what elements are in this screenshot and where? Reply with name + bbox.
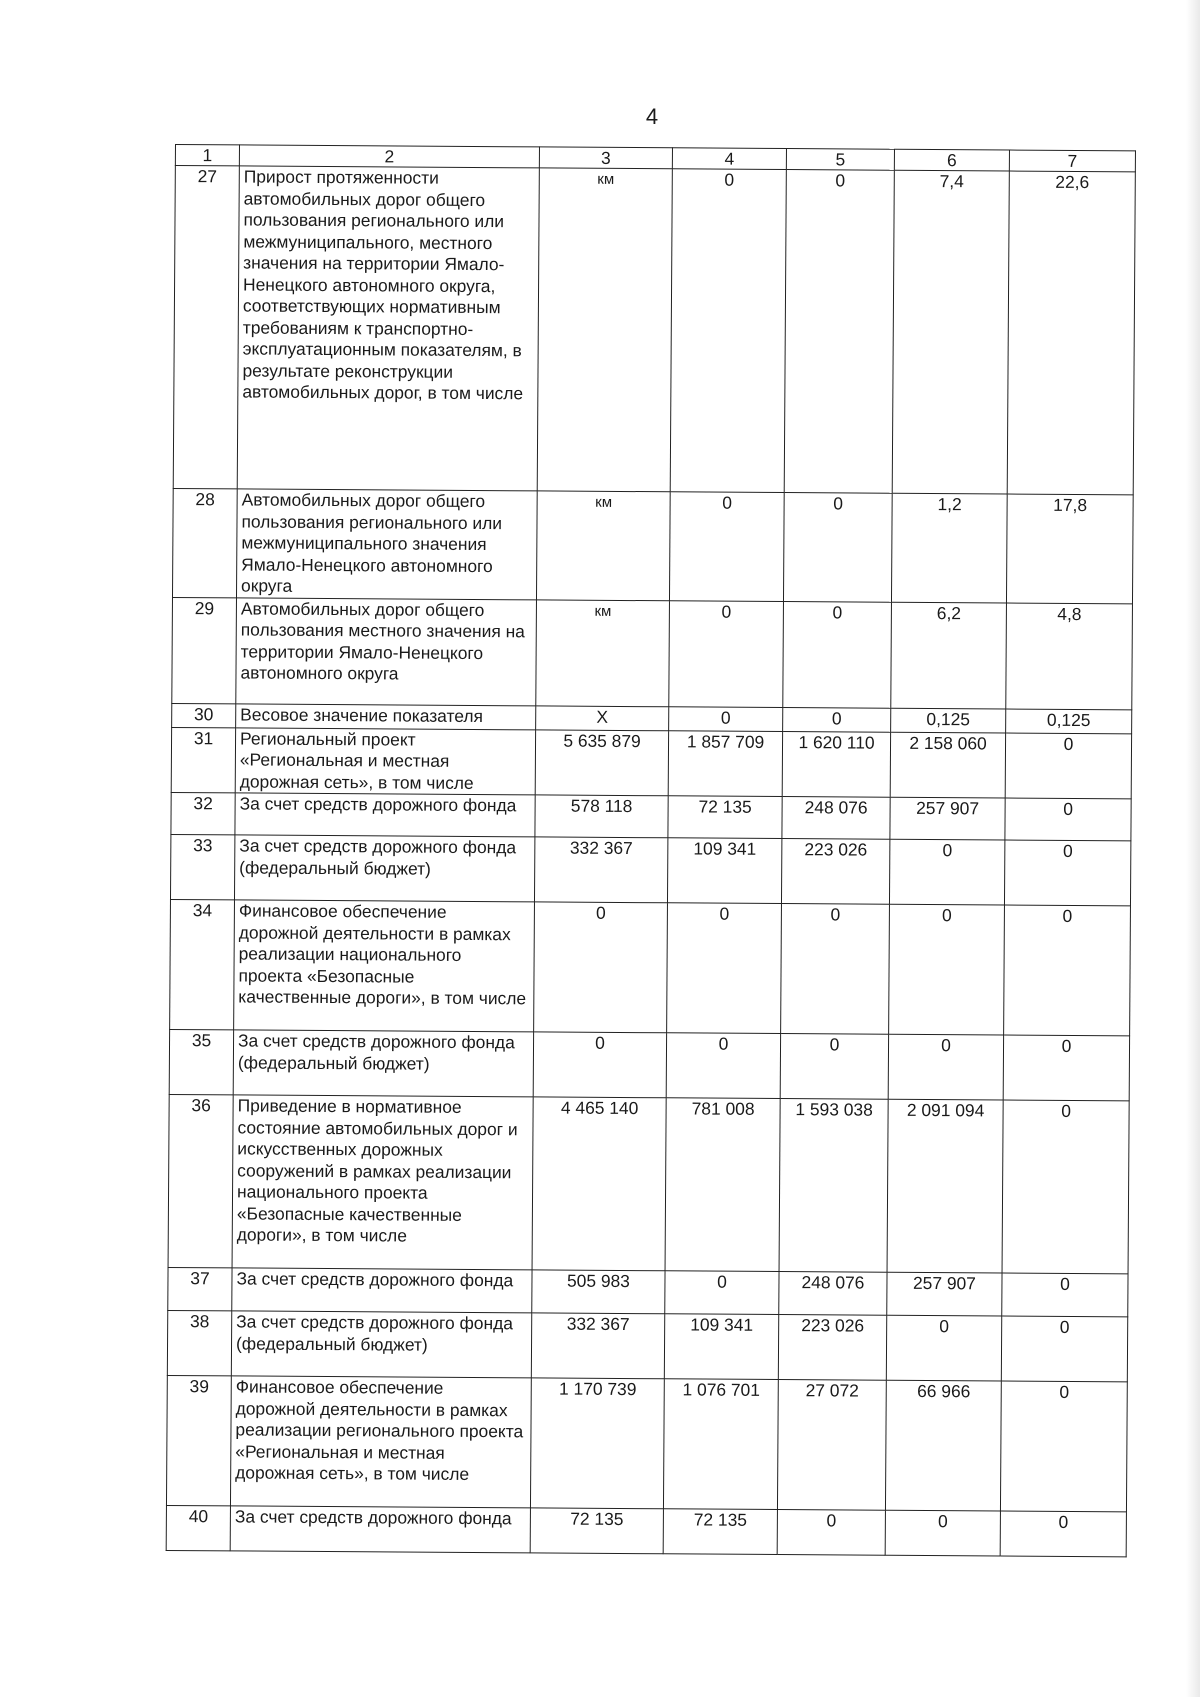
cell-col-6: 0 [889, 904, 1005, 1035]
row-number: 39 [166, 1375, 231, 1505]
cell-col-3: 332 367 [531, 1313, 664, 1379]
indicator-name: Автомобильных дорог общего пользования местного значения на территории Ямало-Ненецкого автономного округа [236, 597, 537, 705]
row-number: 30 [172, 703, 236, 727]
cell-col-4: 781 008 [665, 1098, 780, 1272]
cell-col-6: 0 [888, 1034, 1003, 1100]
cell-col-7: 0 [1005, 798, 1131, 841]
cell-col-5: 1 593 038 [779, 1099, 888, 1273]
row-number: 31 [171, 727, 235, 793]
cell-col-6: 6,2 [891, 602, 1007, 709]
indicator-name: За счет средств дорожного фонда (федеральный бюджет) [231, 1311, 531, 1378]
indicators-table [166, 144, 1136, 1557]
indicator-name: За счет средств дорожного фонда [235, 793, 535, 837]
cell-col-4: 109 341 [664, 1314, 778, 1380]
cell-col-5: 248 076 [779, 1272, 887, 1316]
table-row [168, 1094, 1129, 1273]
cell-col-5: 27 072 [777, 1380, 886, 1511]
indicator-name: За счет средств дорожного фонда (федеральный бюджет) [233, 1030, 533, 1097]
row-number: 37 [168, 1267, 232, 1310]
indicator-name: Весовое значение показателя [236, 703, 536, 729]
cell-col-3: 1 170 739 [530, 1378, 664, 1509]
cell-col-6: 0,125 [891, 708, 1006, 733]
row-number: 35 [169, 1029, 233, 1094]
table-row [166, 1505, 1126, 1556]
cell-col-7: 17,8 [1006, 494, 1133, 603]
table-row [170, 834, 1130, 905]
row-number: 40 [166, 1505, 230, 1550]
row-number: 29 [172, 597, 237, 703]
cell-col-6: 2 091 094 [887, 1099, 1003, 1273]
cell-col-6: 7,4 [892, 170, 1009, 494]
cell-col-6: 0 [886, 1315, 1001, 1381]
cell-col-4: 1 076 701 [663, 1379, 778, 1510]
cell-col-7: 0 [1003, 1035, 1129, 1101]
cell-col-5: 1 620 110 [782, 731, 890, 797]
row-number: 38 [167, 1310, 231, 1375]
column-header-2: 2 [239, 145, 539, 168]
table-row [171, 792, 1131, 840]
cell-col-3: км [537, 168, 672, 492]
table-row [171, 727, 1131, 799]
cell-col-3: Х [536, 705, 669, 730]
row-number: 32 [171, 792, 235, 834]
table-row [168, 1267, 1128, 1316]
row-number: 28 [172, 488, 237, 597]
table-row [170, 899, 1131, 1035]
cell-col-5: 248 076 [782, 797, 890, 840]
cell-col-7: 0 [1004, 840, 1130, 906]
cell-col-4: 72 135 [663, 1509, 777, 1555]
table-row [173, 166, 1135, 495]
column-header-7: 7 [1009, 150, 1135, 172]
cell-col-3: 332 367 [534, 837, 667, 903]
table-row [169, 1029, 1129, 1100]
cell-col-4: 1 857 709 [668, 730, 782, 796]
row-number: 34 [170, 899, 235, 1029]
cell-col-3: 505 983 [532, 1270, 665, 1314]
column-header-3: 3 [539, 147, 672, 169]
cell-col-7: 0 [1004, 905, 1131, 1036]
cell-col-7: 0 [1001, 1316, 1127, 1382]
row-number: 27 [173, 166, 239, 489]
cell-col-7: 0 [1000, 1511, 1126, 1557]
cell-col-3: 0 [534, 902, 668, 1033]
cell-col-5: 0 [783, 493, 892, 602]
cell-col-4: 0 [669, 600, 784, 707]
cell-col-4: 72 135 [668, 796, 782, 839]
cell-col-6: 1,2 [891, 493, 1007, 602]
table-row [166, 1375, 1127, 1511]
cell-col-6: 2 158 060 [890, 732, 1005, 798]
cell-col-6: 257 907 [887, 1272, 1002, 1316]
cell-col-3: км [536, 599, 670, 706]
row-number: 33 [170, 834, 234, 899]
cell-col-3: 72 135 [530, 1508, 663, 1554]
cell-col-7: 0 [1002, 1273, 1128, 1317]
indicator-name: За счет средств дорожного фонда (федеральный бюджет) [234, 835, 534, 902]
table-row [172, 597, 1133, 709]
cell-col-3: 0 [533, 1032, 666, 1098]
cell-col-5: 223 026 [778, 1315, 886, 1381]
table-container [166, 144, 1135, 1557]
indicator-name: Автомобильных дорог общего пользования регионального или межмуниципального значения Ямало-Ненецкого автономного округа [236, 489, 537, 599]
cell-col-7: 4,8 [1006, 603, 1133, 710]
cell-col-5: 223 026 [781, 839, 889, 905]
page-number: 4 [645, 104, 659, 129]
indicator-name: Приведение в нормативное состояние автомобильных дорог и искусственных дорожных сооружений в рамках реализации национального проекта «Безопасные качественные дороги», в том числе [232, 1095, 533, 1270]
table-row [167, 1310, 1127, 1381]
indicator-name: Региональный проект «Региональная и местная дорожная сеть», в том числе [235, 727, 535, 794]
cell-col-6: 66 966 [885, 1380, 1001, 1511]
cell-col-4: 0 [669, 706, 783, 731]
cell-col-5: 0 [781, 904, 890, 1035]
indicator-name: Финансовое обеспечение дорожной деятельности в рамках реализации национального проекта «Безопасные качественные дороги», в том числе [234, 900, 535, 1032]
cell-col-3: км [536, 491, 670, 600]
cell-col-7: 0 [1002, 1100, 1129, 1274]
cell-col-7: 22,6 [1007, 171, 1135, 495]
cell-col-5: 0 [783, 707, 891, 732]
cell-col-6: 0 [885, 1510, 1000, 1556]
cell-col-4: 0 [665, 1271, 779, 1315]
column-header-1: 1 [175, 145, 239, 166]
column-header-4: 4 [672, 148, 786, 170]
indicator-name: За счет средств дорожного фонда [232, 1268, 532, 1313]
scan-edge-shadow [1186, 0, 1200, 1697]
column-header-6: 6 [894, 149, 1009, 171]
cell-col-5: 0 [780, 1034, 888, 1100]
table-row [172, 488, 1133, 603]
cell-col-3: 4 465 140 [532, 1097, 666, 1271]
cell-col-7: 0,125 [1006, 709, 1132, 734]
row-number: 36 [168, 1094, 233, 1267]
indicator-name: Финансовое обеспечение дорожной деятельности в рамках реализации регионального проекта «Региональная и местная дорожная сеть», в том числе [230, 1376, 531, 1508]
cell-col-4: 0 [670, 169, 786, 493]
cell-col-4: 0 [666, 1033, 780, 1099]
cell-col-4: 0 [669, 492, 784, 601]
cell-col-6: 257 907 [890, 797, 1005, 840]
cell-col-7: 0 [1005, 733, 1131, 799]
cell-col-6: 0 [889, 839, 1004, 905]
cell-col-3: 5 635 879 [535, 729, 668, 795]
indicator-name: За счет средств дорожного фонда [230, 1506, 530, 1553]
indicator-name: Прирост протяженности автомобильных дорог общего пользования регионального или межмуниципального, местного значения на территории Ямало-Ненецкого автономного округа, соответствующих нормативным требованиям к транспортно-эксплуатационным показателям, в результате реконструкции автомобильных дорог, в том числе [237, 166, 539, 491]
cell-col-4: 109 341 [667, 838, 781, 904]
cell-col-5: 0 [777, 1510, 885, 1556]
cell-col-3: 578 118 [535, 795, 668, 838]
column-header-5: 5 [786, 149, 894, 171]
cell-col-5: 0 [783, 601, 892, 708]
cell-col-4: 0 [667, 903, 782, 1034]
cell-col-7: 0 [1000, 1381, 1127, 1512]
cell-col-5: 0 [784, 170, 894, 494]
